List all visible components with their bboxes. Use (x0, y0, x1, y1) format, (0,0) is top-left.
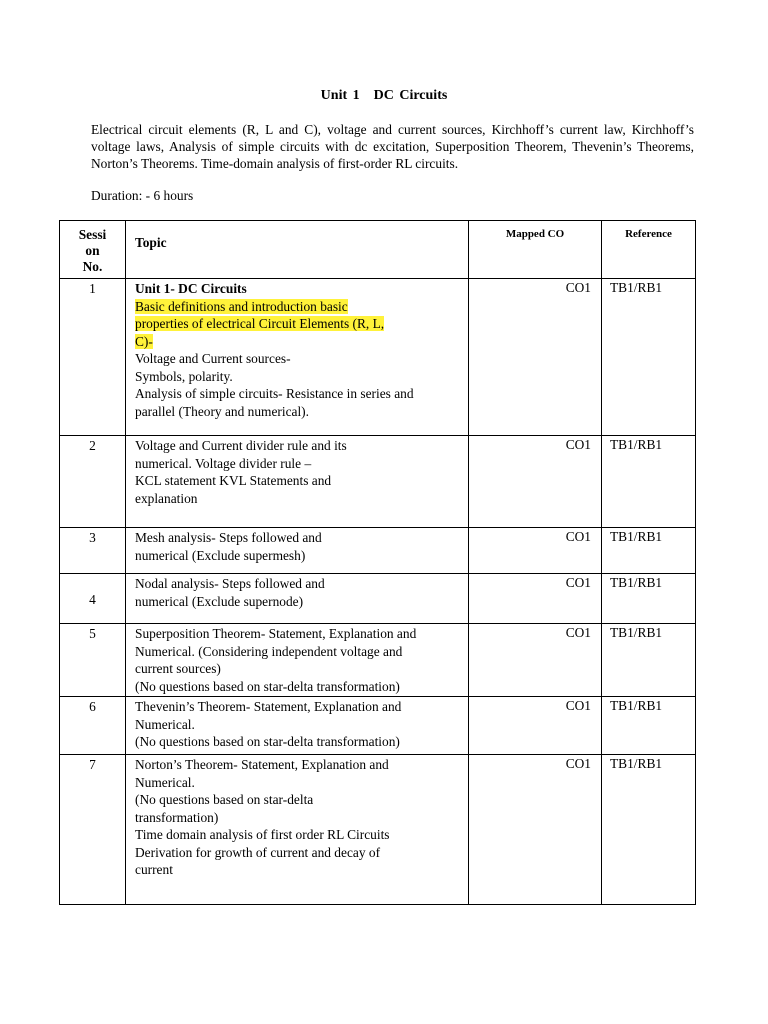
mapped-co: CO1 (469, 755, 602, 905)
topic-line: explanation (135, 490, 198, 506)
header-session-no (60, 221, 126, 279)
session-number: 2 (60, 436, 126, 528)
header-session-line: on (85, 243, 100, 258)
session-topic (126, 755, 469, 905)
topic-line: (No questions based on star-delta transformation) (135, 678, 400, 694)
topic-line: Voltage and Current divider rule and its (135, 438, 347, 453)
table-row (60, 436, 696, 528)
topic-line: transformation) (135, 809, 219, 825)
table-row (60, 697, 696, 755)
reference: TB1/RB1 (602, 436, 696, 528)
session-table (59, 220, 696, 905)
table-row (60, 624, 696, 697)
topic-line (135, 315, 462, 333)
reference: TB1/RB1 (602, 697, 696, 755)
topic-line: Time domain analysis of first order RL Circuits (135, 827, 390, 842)
topic-line: Numerical. (135, 716, 195, 732)
topic-line: Analysis of simple circuits- Resistance in series and (135, 386, 414, 401)
highlighted-text: Basic definitions and introduction basic (135, 298, 348, 314)
topic-line: Numerical. (Considering independent voltage and (135, 643, 403, 659)
header-session-line: Sessi (78, 227, 107, 242)
topic-line: numerical (Exclude supermesh) (135, 547, 306, 563)
table-row (60, 755, 696, 905)
session-number: 5 (60, 624, 126, 697)
topic-line: numerical (Exclude supernode) (135, 593, 304, 609)
duration-text: Duration: - 6 hours (91, 188, 194, 203)
unit-name: DC Circuits (373, 88, 448, 103)
topic-line (135, 298, 462, 316)
session-topic (126, 279, 469, 436)
table-row (60, 574, 696, 624)
topic-line: current (135, 862, 173, 877)
topic-line: Voltage and Current sources- (135, 351, 291, 366)
session-number: 6 (60, 697, 126, 755)
topic-line: (No questions based on star-delta (135, 792, 314, 807)
mapped-co: CO1 (469, 436, 602, 528)
highlighted-text: properties of electrical Circuit Elements (R, L, (135, 316, 385, 331)
topic-line: parallel (Theory and numerical). (135, 403, 309, 419)
session-topic (126, 436, 469, 528)
unit-description: Electrical circuit elements (R, L and C), voltage and current sources, Kirchhoff’s current law, Kirchhoff’s voltage laws, Analysis of simple circuits with dc excitation, Superposition Theorem, Thevenin’s Theorems, Norton’s Theorems. Time-domain analysis of first-order RL circuits. (91, 122, 694, 171)
topic-line: current sources) (135, 661, 221, 676)
header-mapped-co: Mapped CO (469, 221, 602, 279)
topic-line: Derivation for growth of current and decay of (135, 844, 381, 860)
mapped-co: CO1 (469, 697, 602, 755)
header-session-line: No. (82, 259, 103, 274)
session-topic (126, 528, 469, 574)
table-header-row (60, 221, 696, 279)
topic-line: Mesh analysis- Steps followed and (135, 530, 322, 545)
reference: TB1/RB1 (602, 624, 696, 697)
reference: TB1/RB1 (602, 755, 696, 905)
header-reference: Reference (602, 221, 696, 279)
topic-line: Numerical. (135, 774, 195, 790)
topic-line: KCL statement KVL Statements and (135, 473, 332, 488)
unit-label: Unit 1 (320, 88, 360, 103)
topic-line (135, 333, 462, 351)
session-number: 1 (60, 279, 126, 436)
session-topic (126, 697, 469, 755)
highlighted-text: C)- (135, 333, 153, 349)
session-number: 3 (60, 528, 126, 574)
reference: TB1/RB1 (602, 528, 696, 574)
topic-line: Nodal analysis- Steps followed and (135, 576, 325, 591)
session-topic (126, 624, 469, 697)
topic-heading: Unit 1- DC Circuits (135, 281, 247, 296)
mapped-co: CO1 (469, 574, 602, 624)
page-title (0, 88, 768, 104)
mapped-co: CO1 (469, 528, 602, 574)
topic-line: Thevenin’s Theorem- Statement, Explanation and (135, 699, 402, 714)
topic-line: Norton’s Theorem- Statement, Explanation and (135, 757, 389, 772)
topic-line: numerical. Voltage divider rule – (135, 455, 312, 471)
reference: TB1/RB1 (602, 279, 696, 436)
session-topic (126, 574, 469, 624)
mapped-co: CO1 (469, 624, 602, 697)
table-row (60, 279, 696, 436)
topic-line: Superposition Theorem- Statement, Explanation and (135, 626, 417, 641)
topic-line: (No questions based on star-delta transformation) (135, 734, 400, 749)
session-number: 7 (60, 755, 126, 905)
header-topic: Topic (126, 221, 469, 279)
session-number: 4 (60, 574, 126, 624)
reference: TB1/RB1 (602, 574, 696, 624)
topic-line: Symbols, polarity. (135, 368, 233, 384)
table-row (60, 528, 696, 574)
mapped-co: CO1 (469, 279, 602, 436)
